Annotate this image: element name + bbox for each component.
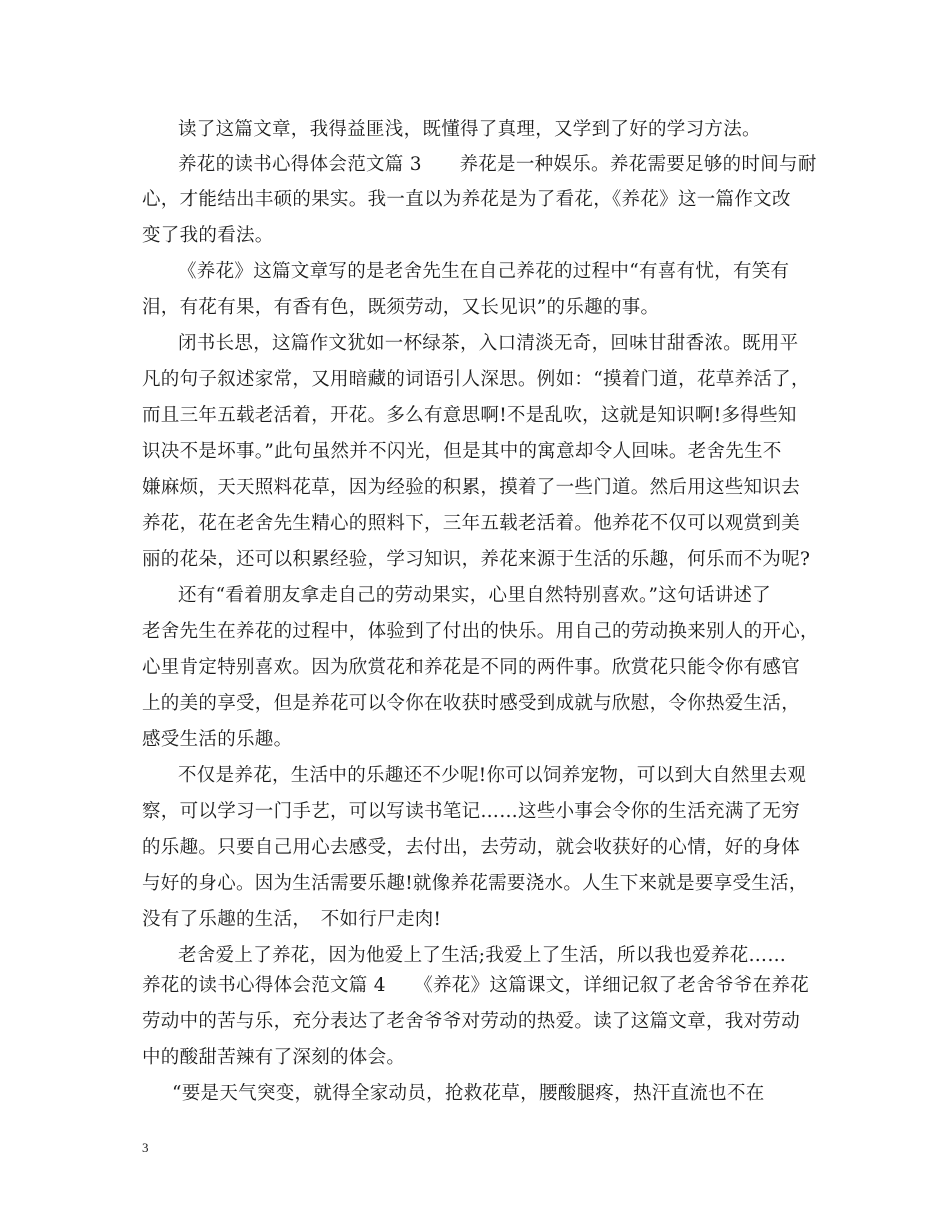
text-line: 泪，有花有果，有香有色，既须劳动，又长见识”的乐趣的事。: [142, 297, 660, 318]
text-line: 的乐趣。只要自己用心去感受，去付出，去劳动，就会收获好的心情，好的身体: [142, 837, 801, 858]
text-line: 识决不是坏事。”此句虽然并不闪光，但是其中的寓意却令人回味。老舍先生不: [142, 441, 782, 462]
text-line: 与好的身心。因为生活需要乐趣!就像养花需要浇水。人生下来就是要享受生活，: [142, 873, 808, 894]
page-number: 3: [142, 1140, 149, 1155]
text-line: 中的酸甜苦辣有了深刻的体会。: [142, 1047, 406, 1068]
text-line: 心，才能结出丰硕的果实。我一直以为养花是为了看花，《养花》这一篇作文改: [142, 189, 791, 210]
text-line: 劳动中的苦与乐，充分表达了老舍爷爷对劳动的热爱。读了这篇文章，我对劳动: [142, 1011, 801, 1032]
text-line: 老舍爱上了养花，因为他爱上了生活;我爱上了生活，所以我也爱养花……: [178, 945, 787, 966]
text-line: 感受生活的乐趣。: [142, 729, 293, 750]
text-line: 不仅是养花，生活中的乐趣还不少呢!你可以饲养宠物，可以到大自然里去观: [178, 765, 807, 786]
text-line: 察，可以学习一门手艺，可以写读书笔记……这些小事会令你的生活充满了无穷: [142, 801, 801, 822]
text-line: 凡的句子叙述家常，又用暗藏的词语引人深思。例如：“摸着门道，花草养活了，: [142, 369, 810, 390]
text-line: 养花的读书心得体会范文篇 4 《养花》这篇课文，详细记叙了老舍爷爷在养花: [142, 975, 810, 996]
text-line: 而且三年五载老活着，开花。多么有意思啊!不是乱吹，这就是知识啊!多得些知: [142, 405, 797, 426]
text-line: 嫌麻烦，天天照料花草，因为经验的积累，摸着了一些门道。然后用这些知识去: [142, 477, 801, 498]
text-line: 闭书长思，这篇作文犹如一杯绿茶，入口清淡无奇，回味甘甜香浓。既用平: [178, 333, 799, 354]
text-line: 丽的花朵，还可以积累经验，学习知识，养花来源于生活的乐趣，何乐而不为呢?: [142, 549, 811, 570]
text-line: 养花，花在老舍先生精心的照料下，三年五载老活着。他养花不仅可以观赏到美: [142, 513, 801, 534]
text-line: 养花的读书心得体会范文篇 3 养花是一种娱乐。养花需要足够的时间与耐: [178, 154, 817, 175]
text-line: 变了我的看法。: [142, 225, 274, 246]
text-line: 上的美的享受，但是养花可以令你在收获时感受到成就与欣慰，令你热爱生活，: [142, 693, 801, 714]
text-line: 心里肯定特别喜欢。因为欣赏花和养花是不同的两件事。欣赏花只能令你有感官: [142, 657, 801, 678]
text-line: 没有了乐趣的生活， 不如行尸走肉!: [142, 909, 442, 930]
text-line: 《养花》这篇文章写的是老舍先生在自己养花的过程中“有喜有忧，有笑有: [178, 261, 790, 282]
text-line: 还有“看着朋友拿走自己的劳动果实，心里自然特别喜欢。”这句话讲述了: [178, 585, 772, 606]
text-line: “要是天气突变，就得全家动员，抢救花草，腰酸腿疼，热汗直流也不在: [172, 1083, 765, 1104]
text-line: 读了这篇文章，我得益匪浅，既懂得了真理，又学到了好的学习方法。: [178, 119, 761, 140]
text-line: 老舍先生在养花的过程中，体验到了付出的快乐。用自己的劳动换来别人的开心，: [142, 621, 819, 642]
